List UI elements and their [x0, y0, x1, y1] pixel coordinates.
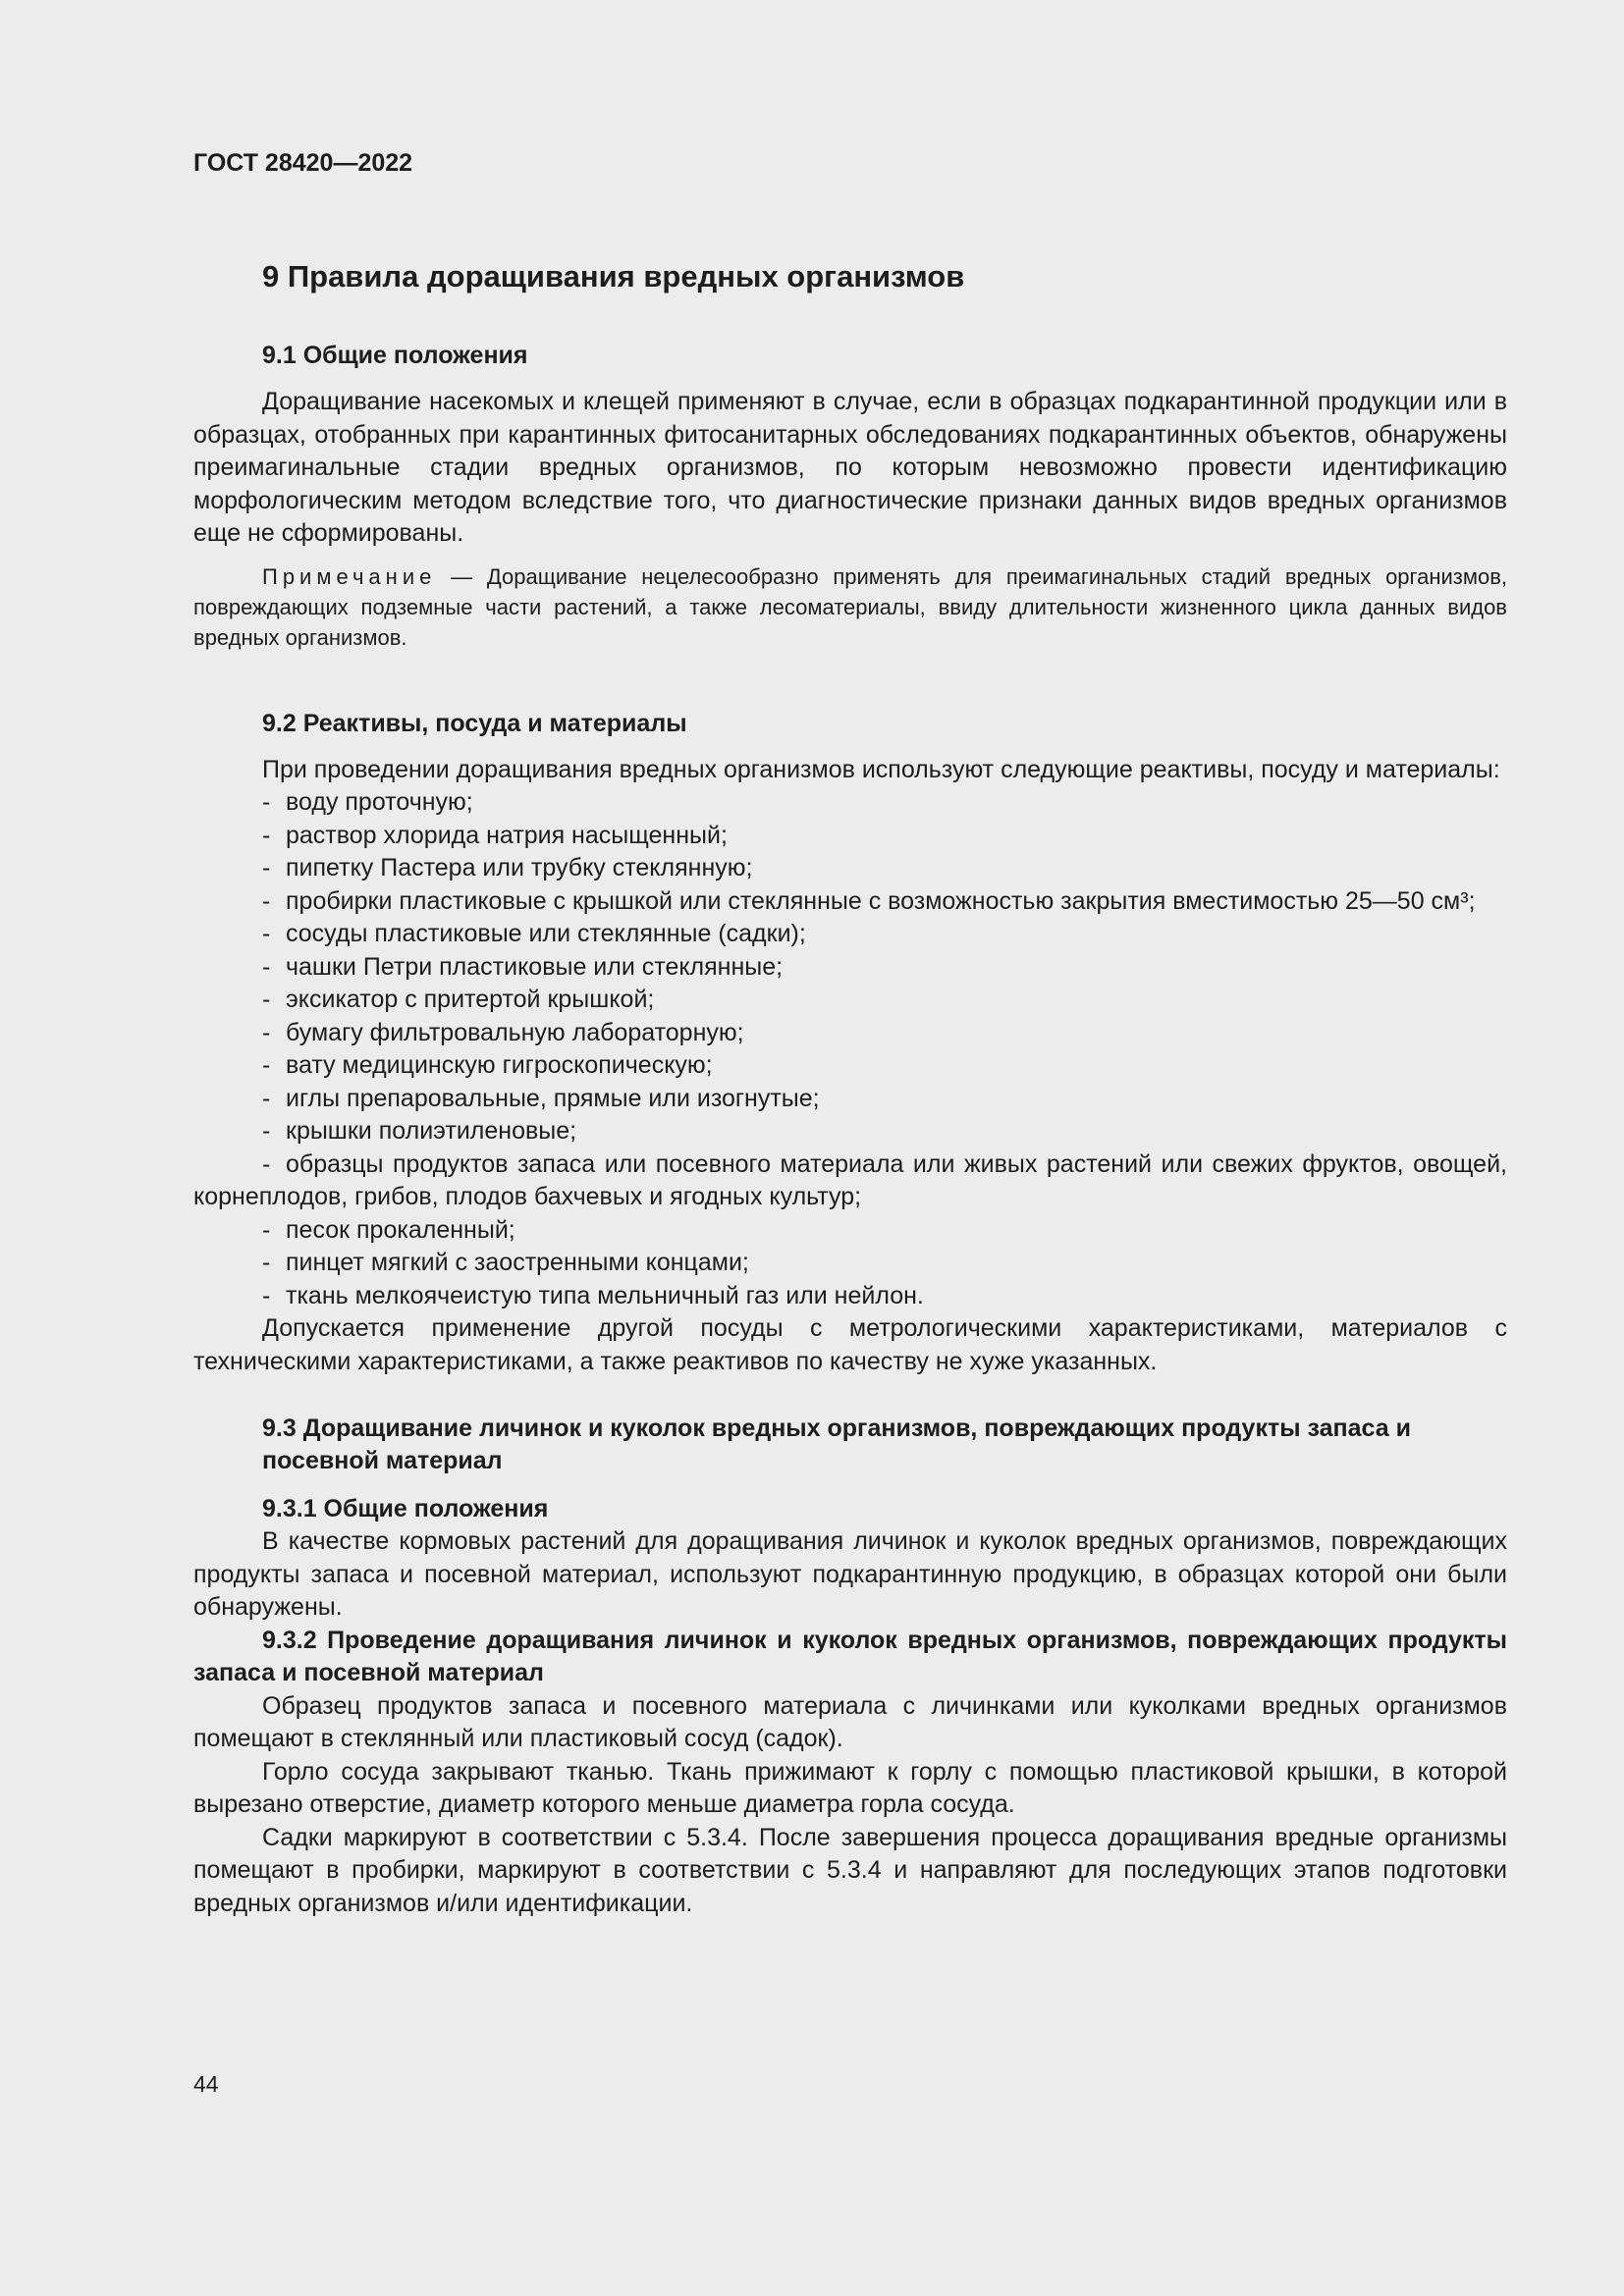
- list-item: - раствор хлорида натрия насыщенный;: [262, 821, 728, 849]
- note: [193, 561, 1507, 653]
- section-9-2-intro: При проведении доращивания вредных организмов используют следующие реактивы, посуду и материалы:: [262, 755, 1500, 783]
- section-9-2-title: 9.2 Реактивы, посуда и материалы: [262, 709, 687, 737]
- list-item: - сосуды пластиковые или стеклянные (садки);: [262, 920, 806, 947]
- section-9-3-1-title: 9.3.1 Общие положения: [262, 1495, 549, 1522]
- section-9-3-2-paragraph-1: Образец продуктов запаса и посевного материала с личинками или куколками вредных организмов помещают в стеклянный или пластиковый сосуд (садок).: [193, 1691, 1507, 1752]
- list-item: - ткань мелкоячеистую типа мельничный газ или нейлон.: [262, 1281, 924, 1309]
- list-item: - эксикатор с притертой крышкой;: [262, 986, 655, 1013]
- list-item: - песок прокаленный;: [262, 1215, 515, 1244]
- section-9-1-paragraph: Доращивание насекомых и клещей применяют в случае, если в образцах подкарантинной продукции или в образцах, отобранных при карантинных фитосанитарных обследованиях подкарантинных объектов, обнаружены преимагинальные стадии вредных организмов, по которым невозможно провести идентификацию морфологическим методом вследствие того, что диагностические признаки данных видов вредных организмов еще не сформированы.: [193, 388, 1507, 547]
- list-item: - вату медицинскую гигроскопическую;: [262, 1051, 713, 1079]
- standard-header: ГОСТ 28420—2022: [193, 149, 413, 177]
- note-label: Примечание: [262, 563, 437, 589]
- section-9-3-2-paragraph-2: Горло сосуда закрывают тканью. Ткань прижимают к горлу с помощью пластиковой крышки, в которой вырезано отверстие, диаметр которого меньше диаметра горла сосуда.: [193, 1757, 1507, 1818]
- list-item: - образцы продуктов запаса или посевного материала или живых растений или свежих фруктов, овощей, корнеплодов, грибов, плодов бахчевых и ягодных культур;: [193, 1149, 1507, 1210]
- section-9-3-1-paragraph: В качестве кормовых растений для доращивания личинок и куколок вредных организмов, повреждающих продукты запаса и посевной материал, используют подкарантинную продукцию, в образцах которой они были обнаружены.: [193, 1527, 1507, 1621]
- section-9-3-2-paragraph-3: Садки маркируют в соответствии с 5.3.4. После завершения процесса доращивания вредные организмы помещают в пробирки, маркируют в соответствии с 5.3.4 и направляют для последующих этапов подготовки вредных организмов и/или идентификации.: [193, 1823, 1507, 1917]
- list-item: - пинцет мягкий с заостренными концами;: [262, 1249, 749, 1276]
- list-item: - чашки Петри пластиковые или стеклянные;: [262, 952, 784, 981]
- list-item: - пробирки пластиковые с крышкой или стеклянные с возможностью закрытия вместимостью 25—50 см³;: [262, 886, 1476, 915]
- section-9-3-title: 9.3 Доращивание личинок и куколок вредных организмов, повреждающих продукты запаса и посевной материал: [262, 1415, 1411, 1474]
- document-page: [193, 145, 1507, 1920]
- section-9-1-title: 9.1 Общие положения: [262, 342, 528, 369]
- materials-list: [193, 786, 1507, 1312]
- list-item: - бумагу фильтровальную лабораторную;: [262, 1018, 744, 1046]
- section-9-title: 9 Правила доращивания вредных организмов: [262, 259, 965, 294]
- note-text: — Доращивание нецелесообразно применять для преимагинальных стадий вредных организмов, повреждающих подземные части растений, а также лесоматериалы, ввиду длительности жизненного цикла данных видов вредных организмов.: [193, 563, 1507, 650]
- list-item: - воду проточную;: [262, 788, 473, 816]
- list-item: - пипетку Пастера или трубку стеклянную;: [262, 854, 753, 881]
- list-item: - крышки полиэтиленовые;: [262, 1117, 577, 1145]
- list-item: - иглы препаровальные, прямые или изогнутые;: [262, 1084, 820, 1112]
- page-number: 44: [193, 2071, 219, 2097]
- section-9-3-2-title: 9.3.2 Проведение доращивания личинок и куколок вредных организмов, повреждающих продукты запаса и посевной материал: [193, 1626, 1507, 1686]
- section-9-2-closing: Допускается применение другой посуды с метрологическими характеристиками, материалов с техническими характеристиками, а также реактивов по качеству не хуже указанных.: [193, 1314, 1507, 1375]
